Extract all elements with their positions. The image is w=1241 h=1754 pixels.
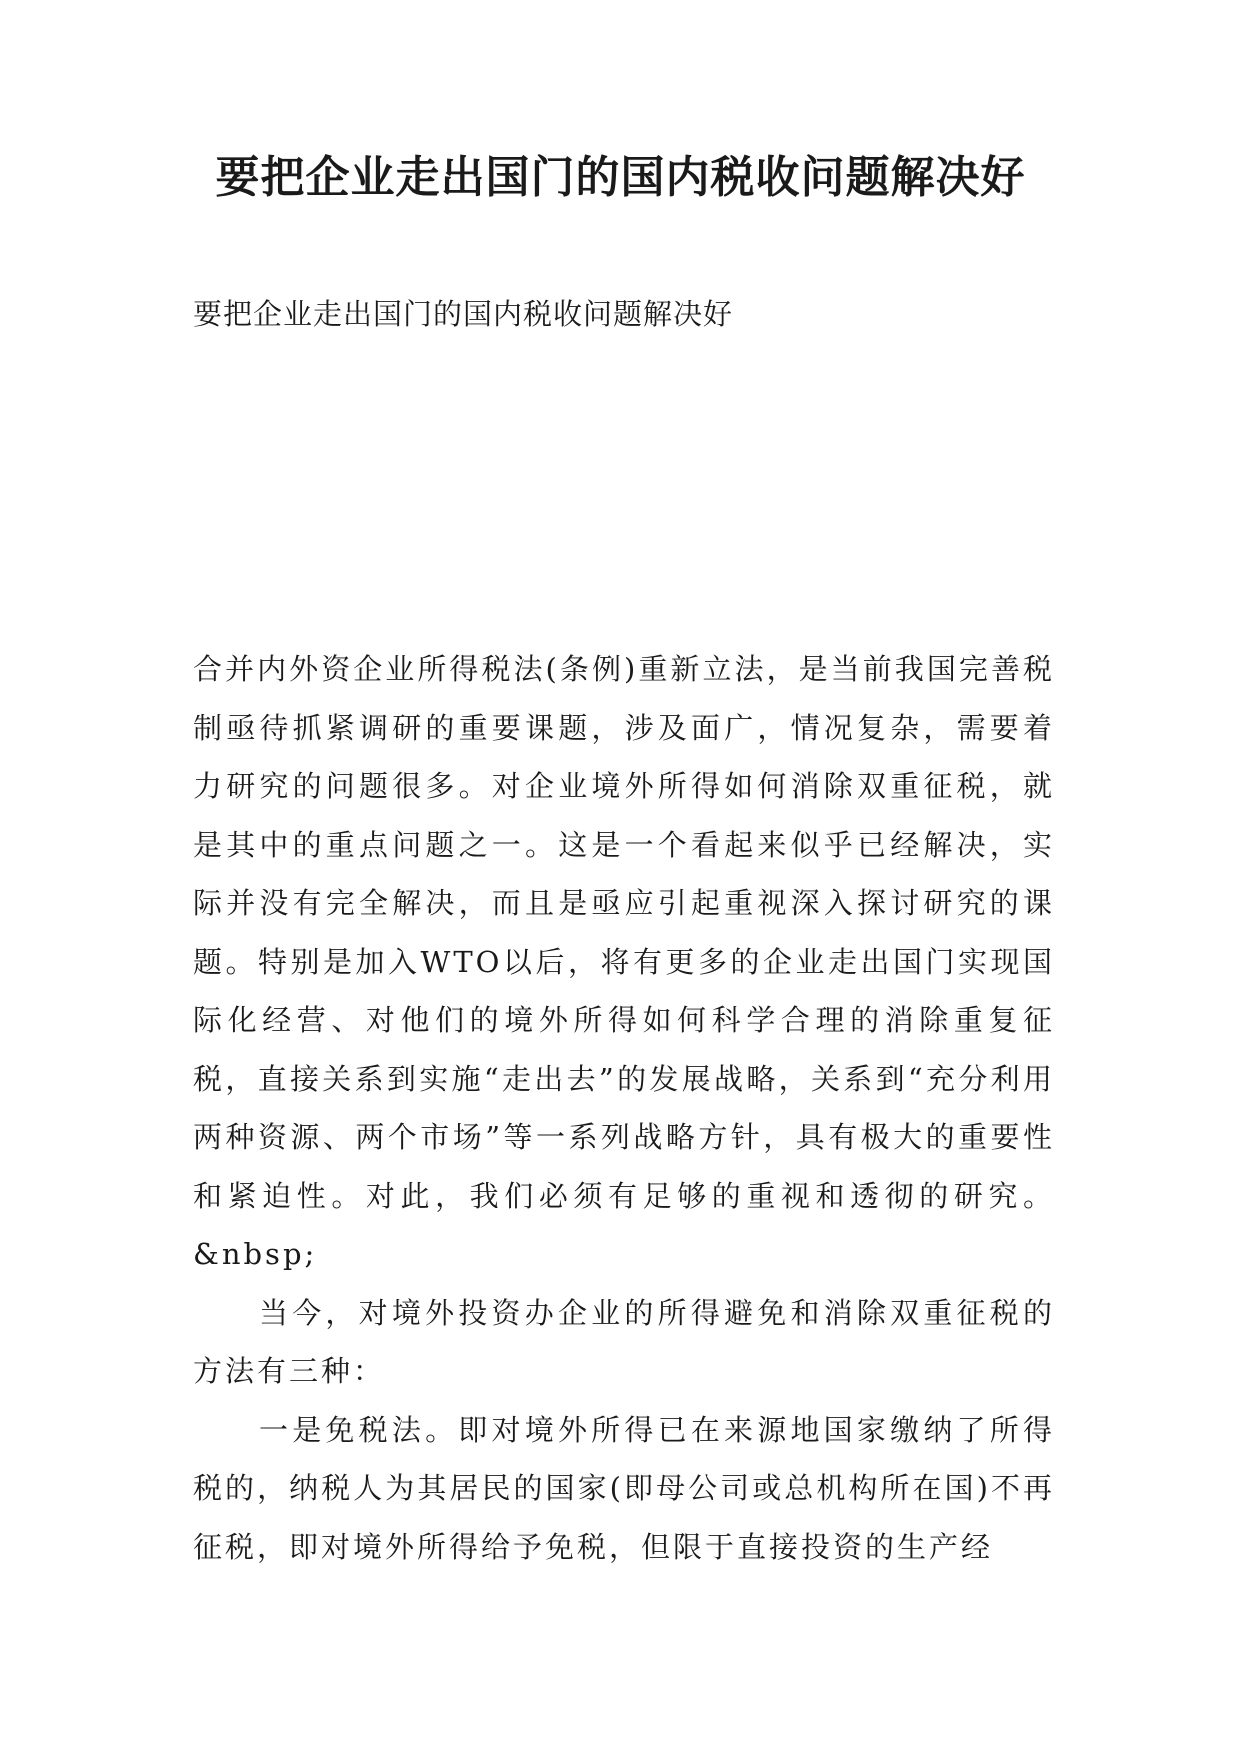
body-paragraph: 一是免税法。即对境外所得已在来源地国家缴纳了所得税的，纳税人为其居民的国家(即母公司或总机构所在国)不再征税，即对境外所得给予免税，但限于直接投资的生产经 [193,1412,1055,1564]
document-title: 要把企业走出国门的国内税收问题解决好 [215,152,1026,203]
body-paragraph: 合并内外资企业所得税法(条例)重新立法，是当前我国完善税制亟待抓紧调研的重要课题，涉及面广，情况复杂，需要着力研究的问题很多。对企业境外所得如何消除双重征税，就是其中的重点问题之一。这是一个看起来似乎已经解决，实际并没有完全解决，而且是亟应引起重视深入探讨研究的课题。特别是加入WTO以后，将有更多的企业走出国门实现国际化经营、对他们的境外所得如何科学合理的消除重复征税，直接关系到实施“走出去”的发展战略，关系到“充分利用两种资源、两个市场”等一系列战略方针，具有极大的重要性和紧迫性。对此，我们必须有足够的重视和透彻的研究。&nbsp; [193,652,1055,1271]
document-subtitle: 要把企业走出国门的国内税收问题解决好 [193,297,734,331]
document-body [193,640,1055,1576]
body-paragraph: 当今，对境外投资办企业的所得避免和消除双重征税的方法有三种： [193,1295,1055,1388]
